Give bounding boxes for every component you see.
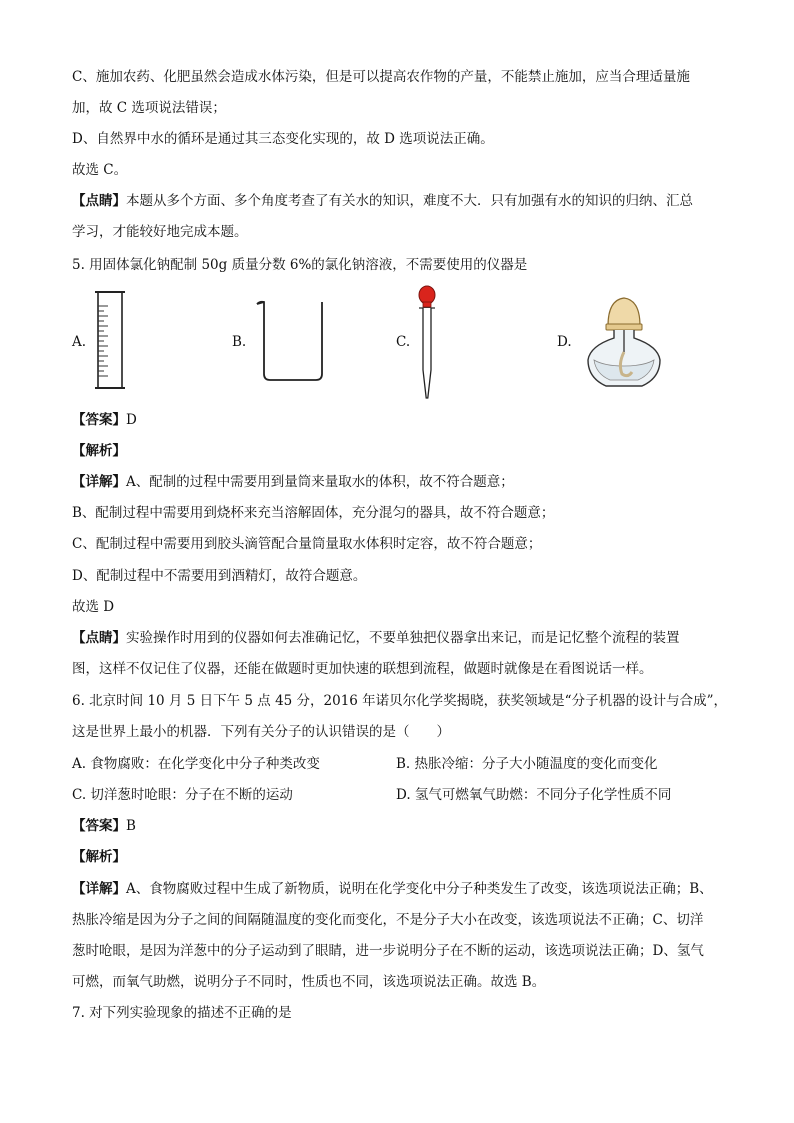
text-line: 加，故 C 选项说法错误； (72, 100, 226, 116)
text-line: D、配制过程中不需要用到酒精灯，故符合题意。 (72, 568, 367, 584)
text-line: 可燃，而氧气助燃，说明分子不同时，性质也不同，该选项说法正确。故选 B。 (72, 974, 546, 990)
question-6-line-1: 6. 北京时间 10 月 5 日下午 5 点 45 分，2016 年诺贝尔化学奖揭晓，获奖领域是“分子机器的设计与合成”， (72, 693, 727, 709)
question-6-line-2: 这是世界上最小的机器．下列有关分子的认识错误的是（ ） (72, 724, 450, 740)
question-7: 7. 对下列实验现象的描述不正确的是 (72, 1005, 292, 1021)
alcohol-lamp-figure (584, 294, 664, 390)
text-line: 学习，才能较好地完成本题。 (72, 224, 248, 240)
answer-value: B (126, 818, 136, 834)
text-line: C、施加农药、化肥虽然会造成水体污染，但是可以提高农作物的产量，不能禁止施加，应当合理适量施 (72, 69, 690, 85)
text-line: 故选 D (72, 599, 115, 615)
detail-tag: 【详解】 (72, 881, 126, 897)
answer-line (72, 817, 136, 835)
note-text: 实验操作时用到的仪器如何去准确记忆，不要单独把仪器拿出来记，而是记忆整个流程的装置 (126, 630, 680, 646)
text-line: 葱时呛眼，是因为洋葱中的分子运动到了眼睛，进一步说明分子在不断的运动，该选项说法正确；D、氢气 (72, 943, 704, 959)
dropper-figure (412, 284, 442, 402)
text-line: 热胀冷缩是因为分子之间的间隔随温度的变化而变化，不是分子大小在改变，该选项说法不正确；C、切洋 (72, 912, 704, 928)
question-6-option-d: D. 氢气可燃氧气助燃：不同分子化学性质不同 (396, 787, 672, 803)
answer-line (72, 411, 137, 429)
question-6-option-c: C. 切洋葱时呛眼：分子在不断的运动 (72, 787, 293, 803)
option-b-label: B. (232, 334, 247, 350)
option-a-label: A. (72, 334, 87, 350)
note-line (72, 192, 693, 210)
question-6-option-a: A. 食物腐败：在化学变化中分子种类改变 (72, 756, 320, 772)
analysis-tag: 【解析】 (72, 443, 126, 459)
note-tag: 【点睛】 (72, 193, 126, 209)
answer-tag: 【答案】 (72, 818, 126, 834)
text-line: B、配制过程中需要用到烧杯来充当溶解固体，充分混匀的器具，故不符合题意； (72, 505, 555, 521)
note-line (72, 629, 680, 647)
text-line: C、配制过程中需要用到胶头滴管配合量筒量取水体积时定容，故不符合题意； (72, 536, 542, 552)
text-line: 故选 C。 (72, 162, 128, 178)
note-text: 本题从多个方面、多个角度考查了有关水的知识，难度不大．只有加强有水的知识的归纳、汇总 (126, 193, 693, 209)
detail-text: A、配制的过程中需要用到量筒来量取水的体积，故不符合题意； (126, 474, 514, 490)
detail-line (72, 880, 713, 898)
text-line: D、自然界中水的循环是通过其三态变化实现的，故 D 选项说法正确。 (72, 131, 494, 147)
detail-tag: 【详解】 (72, 474, 126, 490)
answer-tag: 【答案】 (72, 412, 126, 428)
graduated-cylinder-figure (94, 290, 126, 392)
text-line: 图，这样不仅记住了仪器，还能在做题时更加快速的联想到流程，做题时就像是在看图说话一样。 (72, 661, 653, 677)
detail-line (72, 473, 514, 491)
note-tag: 【点睛】 (72, 630, 126, 646)
detail-text: A、食物腐败过程中生成了新物质，说明在化学变化中分子种类发生了改变，该选项说法正确；B、 (126, 881, 713, 897)
beaker-figure (254, 298, 330, 384)
analysis-tag: 【解析】 (72, 849, 126, 865)
question-5: 5. 用固体氯化钠配制 50g 质量分数 6%的氯化钠溶液，不需要使用的仪器是 (72, 257, 528, 273)
option-d-label: D. (557, 334, 572, 350)
option-c-label: C. (396, 334, 411, 350)
answer-value: D (126, 412, 137, 428)
question-6-option-b: B. 热胀冷缩：分子大小随温度的变化而变化 (396, 756, 658, 772)
